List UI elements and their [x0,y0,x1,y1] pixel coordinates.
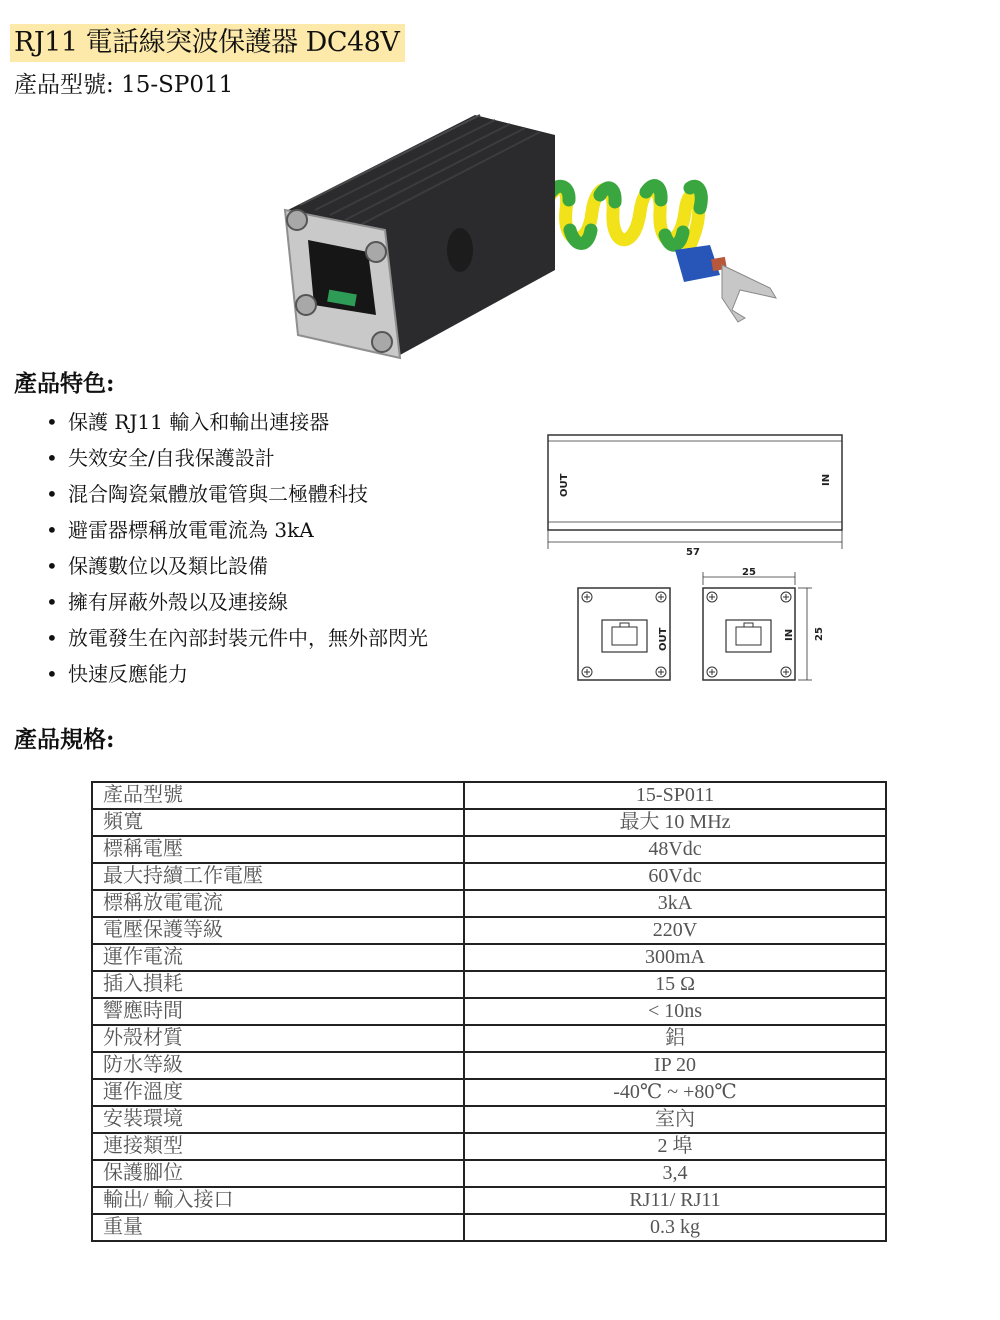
spec-value: 最大 10 MHz [464,809,886,836]
feature-item: • 快速反應能力 [44,656,428,692]
end-in-label: IN [784,628,795,641]
feature-item: • 失效安全/自我保護設計 [44,440,428,476]
end-out-label: OUT [658,627,669,651]
model-number-line [14,68,233,102]
feature-item: • 擁有屏蔽外殼以及連接線 [44,584,428,620]
table-row [92,1214,886,1241]
spec-table [91,781,887,1242]
spec-key: 重量 [92,1214,464,1241]
spec-key: 頻寬 [92,809,464,836]
model-value: 15-SP011 [121,72,234,98]
spec-key: 防水等級 [92,1052,464,1079]
spec-key: 運作溫度 [92,1079,464,1106]
feature-list [44,404,428,692]
spec-key: 響應時間 [92,998,464,1025]
table-row [92,890,886,917]
table-row [92,971,886,998]
feature-item: • 避雷器標稱放電電流為 3kA [44,512,428,548]
spec-key: 連接類型 [92,1133,464,1160]
height-dimension: 25 [814,627,825,641]
table-row [92,1052,886,1079]
spec-value: 15 Ω [464,971,886,998]
in-end-view [703,588,795,680]
product-photo [270,100,790,365]
spec-value: 48Vdc [464,836,886,863]
spec-key: 標稱放電電流 [92,890,464,917]
spec-key: 外殼材質 [92,1025,464,1052]
feature-item: • 混合陶瓷氣體放電管與二極體科技 [44,476,428,512]
feature-item: • 保護 RJ11 輸入和輸出連接器 [44,404,428,440]
page-title: RJ11 電話線突波保護器 DC48V [10,24,405,62]
spec-value: 15-SP011 [464,782,886,809]
table-row [92,863,886,890]
table-row [92,1025,886,1052]
protector-housing [285,115,555,358]
table-row [92,782,886,809]
features-heading: 產品特色: [14,370,115,397]
spec-value: IP 20 [464,1052,886,1079]
table-row [92,1079,886,1106]
spec-key: 運作電流 [92,944,464,971]
spec-key: 插入損耗 [92,971,464,998]
side-in-label: IN [821,473,832,486]
table-row [92,1106,886,1133]
spec-key: 標稱電壓 [92,836,464,863]
spec-key: 電壓保護等級 [92,917,464,944]
table-row [92,998,886,1025]
spec-value: 鋁 [464,1025,886,1052]
table-row [92,944,886,971]
model-label: 產品型號: [14,72,114,98]
length-dimension: 57 [686,547,700,558]
spec-value: 3,4 [464,1160,886,1187]
spec-value: 60Vdc [464,863,886,890]
spec-value: 3kA [464,890,886,917]
spec-key: 輸出/ 輸入接口 [92,1187,464,1214]
spec-value: RJ11/ RJ11 [464,1187,886,1214]
spec-key: 最大持續工作電壓 [92,863,464,890]
table-row [92,1187,886,1214]
spec-value: 室內 [464,1106,886,1133]
spec-key: 保護腳位 [92,1160,464,1187]
spec-value: 2 埠 [464,1133,886,1160]
feature-item: • 保護數位以及類比設備 [44,548,428,584]
spec-key: 產品型號 [92,782,464,809]
width-dimension: 25 [742,567,756,578]
out-end-view [578,588,670,680]
spec-value: -40℃ ~ +80℃ [464,1079,886,1106]
table-row [92,836,886,863]
spec-key: 安裝環境 [92,1106,464,1133]
specs-heading: 產品規格: [14,726,115,753]
side-out-label: OUT [559,473,570,497]
feature-item: • 放電發生在內部封裝元件中，無外部閃光 [44,620,428,656]
table-row [92,1133,886,1160]
table-row [92,917,886,944]
table-row [92,1160,886,1187]
table-row [92,809,886,836]
spec-value: 0.3 kg [464,1214,886,1241]
spec-value: < 10ns [464,998,886,1025]
dimension-diagram [540,425,850,690]
spec-value: 300mA [464,944,886,971]
spec-value: 220V [464,917,886,944]
fork-terminal [675,245,776,322]
